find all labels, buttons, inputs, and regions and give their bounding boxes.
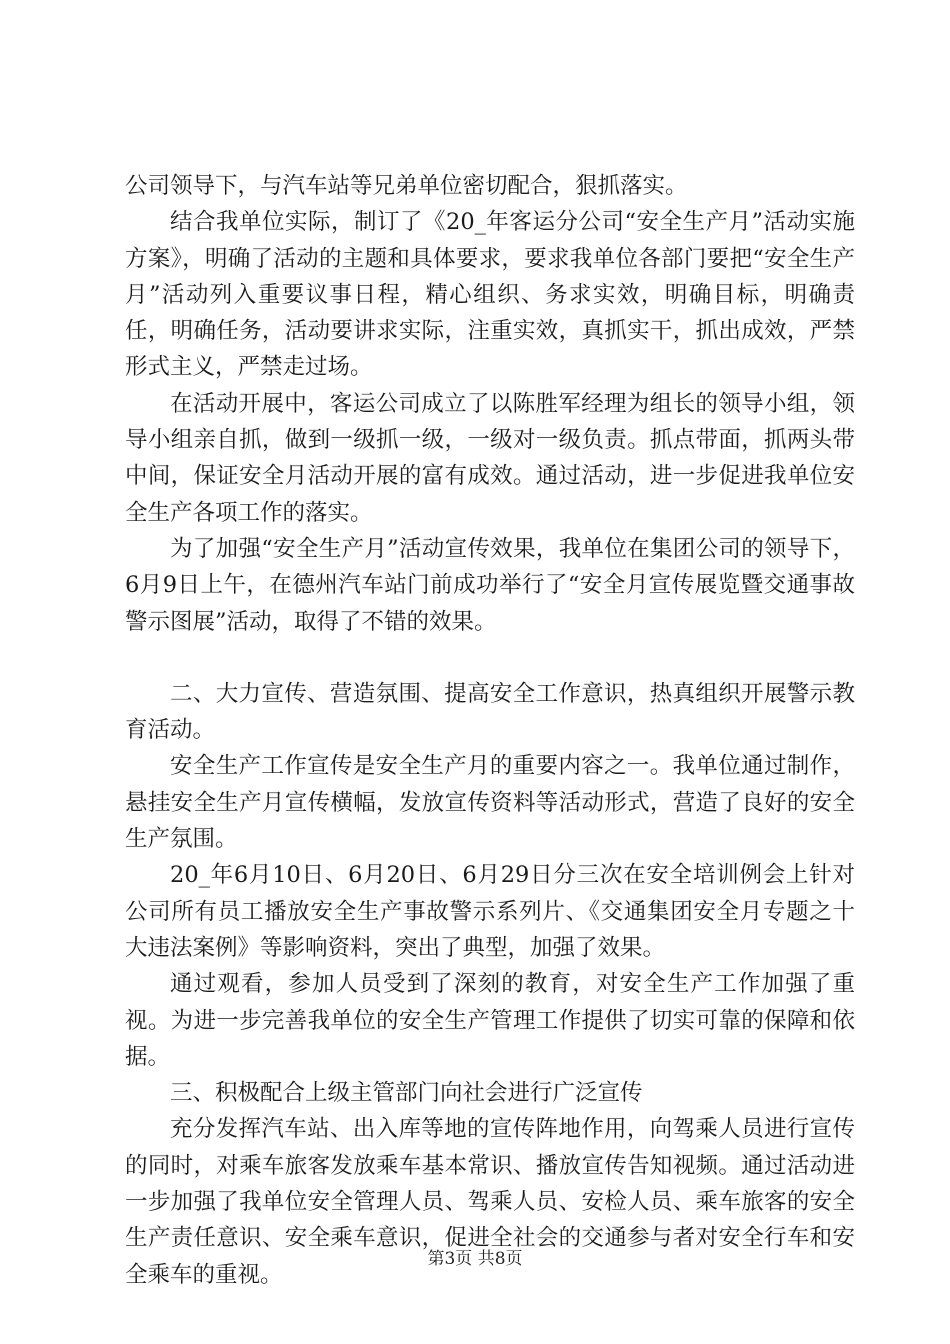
section-heading-three: 三、积极配合上级主管部门向社会进行广泛宣传 (170, 1080, 643, 1107)
paragraph-continuation: 公司领导下，与汽车站等兄弟单位密切配合，狠抓落实。 (125, 173, 688, 199)
page-number-footer: 第3页 共8页 (427, 1249, 523, 1269)
paragraph-exhibition: 为了加强“安全生产月”活动宣传效果，我单位在集团公司的领导下，6月9日上午，在德州汽车站门前成功举行了“安全月宣传展览暨交通事故警示图展”活动，取得了不错的效果。 (125, 535, 855, 635)
paragraph-viewing: 通过观看，参加人员受到了深刻的教育，对安全生产工作加强了重视。为进一步完善我单位的安全生产管理工作提供了切实可靠的保障和依据。 (125, 971, 855, 1070)
paragraph-spacer (125, 640, 855, 676)
document-body (125, 168, 855, 1293)
paragraph-leadership: 在活动开展中，客运公司成立了以陈胜军经理为组长的领导小组，领导小组亲自抓，做到一级抓一级，一级对一级负责。抓点带面，抓两头带中间，保证安全月活动开展的富有成效。通过活动，进一步促进我单位安全生产各项工作的落实。 (125, 390, 855, 526)
paragraph-stations: 充分发挥汽车站、出入库等地的宣传阵地作用，向驾乘人员进行宣传的同时，对乘车旅客发放乘车基本常识、播放宣传告知视频。通过活动进一步加强了我单位安全管理人员、驾乘人员、安检人员、乘车旅客的安全生产责任意识、安全乘车意识，促进全社会的交通参与者对安全行车和安全乘车的重视。 (125, 1116, 855, 1288)
section-heading-two: 二、大力宣传、营造氛围、提高安全工作意识，热真组织开展警示教育活动。 (125, 680, 855, 744)
paragraph-plan: 结合我单位实际，制订了《20_年客运分公司“安全生产月”活动实施方案》，明确了活动的主题和具体要求，要求我单位各部门要把“安全生产月”活动列入重要议事日程，精心组织、务求实效，明确目标，明确责任，明确任务，活动要讲求实际，注重实效，真抓实干，抓出成效，严禁形式主义，严禁走过场。 (125, 209, 855, 381)
paragraph-training: 20_年6月10日、6月20日、6月29日分三次在安全培训例会上针对公司所有员工播放安全生产事故警示系列片、《交通集团安全月专题之十大违法案例》等影响资料，突出了典型，加强了效果。 (125, 862, 855, 961)
paragraph-publicity: 安全生产工作宣传是安全生产月的重要内容之一。我单位通过制作，悬挂安全生产月宣传横幅，发放宣传资料等活动形式，营造了良好的安全生产氛围。 (125, 753, 855, 853)
